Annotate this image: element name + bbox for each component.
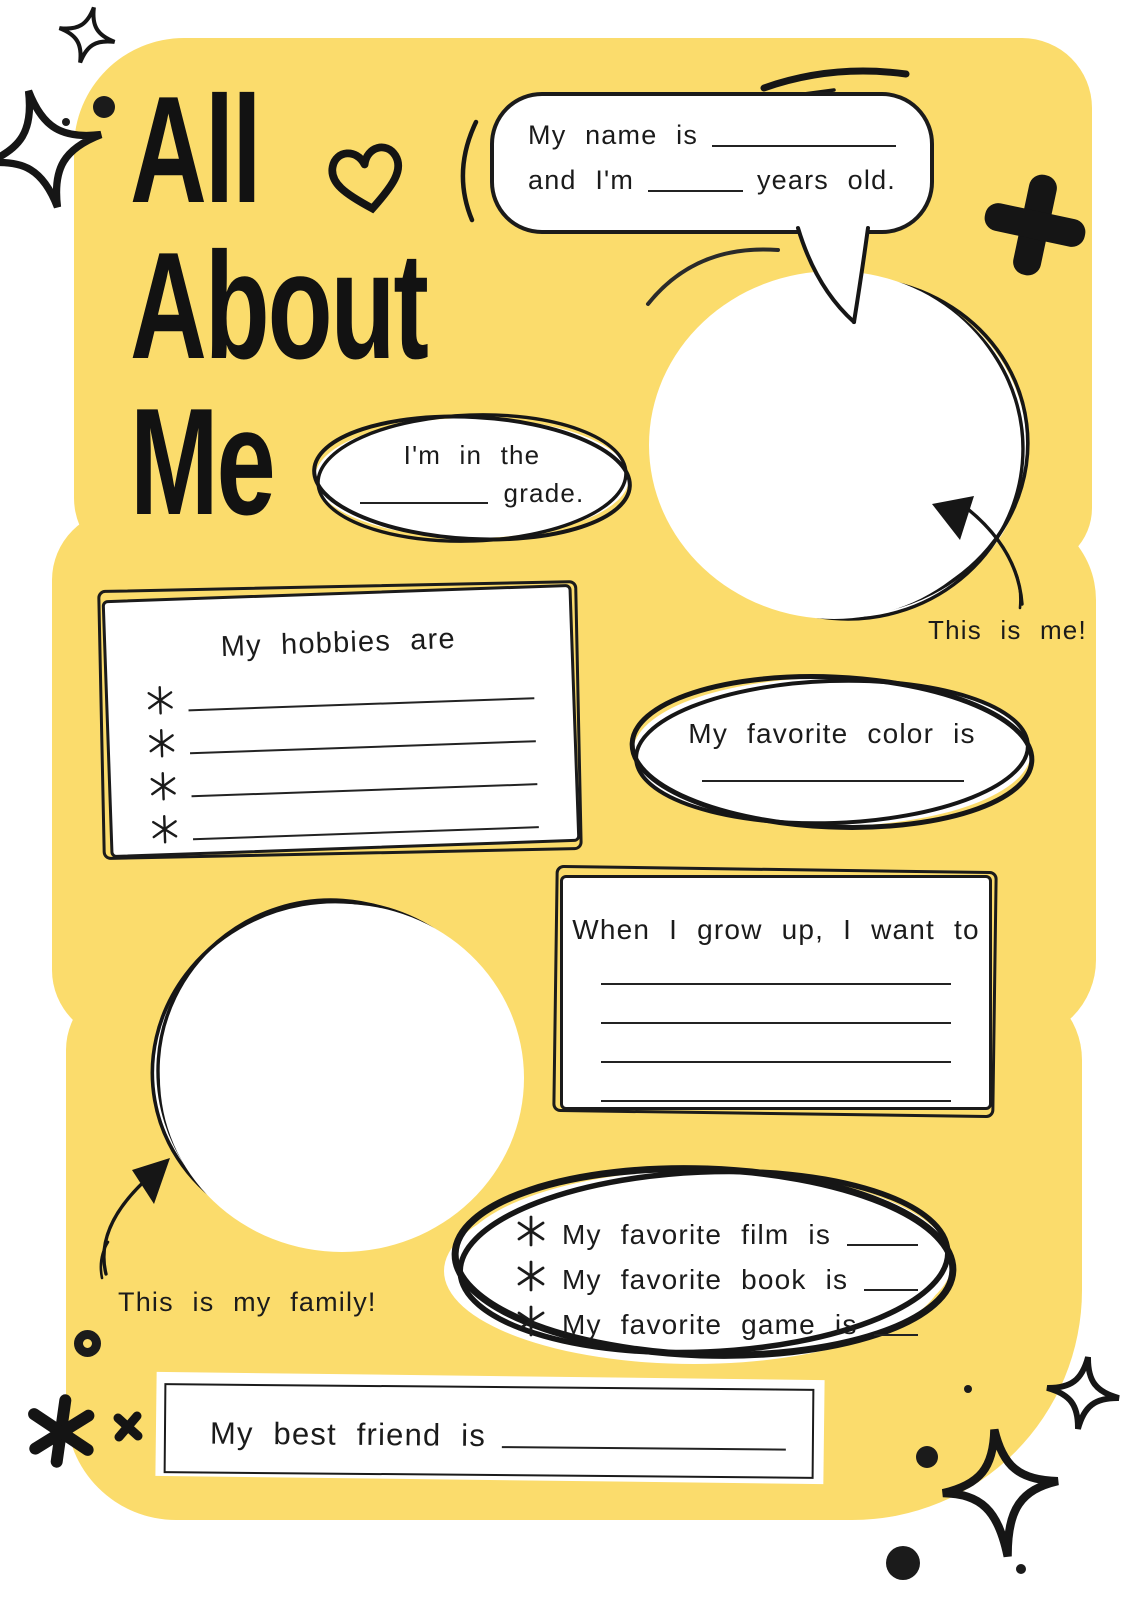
sparkle-icon xyxy=(936,1422,1067,1564)
growup-blank[interactable] xyxy=(601,1024,951,1063)
age-suffix: years old. xyxy=(756,165,896,195)
sparkle-icon xyxy=(1041,1351,1125,1435)
favorite-game-label: My favorite game is xyxy=(562,1309,858,1340)
decor-dot xyxy=(62,118,70,126)
asterisk-bullet-icon xyxy=(516,1215,546,1247)
favorite-color-title: My favorite color is xyxy=(688,718,976,749)
sparkle-icon xyxy=(52,0,122,70)
name-label: My name is xyxy=(528,120,699,150)
best-friend-blank[interactable] xyxy=(502,1446,786,1450)
favorite-color-blank[interactable] xyxy=(702,780,964,782)
ring-icon xyxy=(74,1330,101,1357)
me-caption: This is me! xyxy=(928,615,1087,645)
title-line-1: All xyxy=(130,65,260,235)
best-friend-bar xyxy=(164,1383,815,1479)
heart-icon xyxy=(318,131,417,225)
asterisk-bullet-icon xyxy=(149,771,178,802)
accent-arc-icon xyxy=(644,236,784,310)
growup-title: When I grow up, I want to xyxy=(572,914,980,945)
grade-line-1: I'm in the xyxy=(403,440,541,470)
growup-card xyxy=(560,875,992,1110)
age-prefix: and I'm xyxy=(528,165,635,195)
x-icon xyxy=(112,1410,144,1444)
favorite-film-blank[interactable] xyxy=(847,1244,918,1246)
decor-dot xyxy=(964,1385,972,1393)
age-blank[interactable] xyxy=(648,190,743,192)
decor-dot xyxy=(1016,1564,1026,1574)
favorite-book-blank[interactable] xyxy=(864,1289,918,1291)
title-line-3: Me xyxy=(130,377,274,547)
hobby-blank[interactable] xyxy=(193,826,539,840)
grade-suffix: grade. xyxy=(503,478,585,508)
grade-oval xyxy=(303,410,641,546)
hobbies-title: My hobbies are xyxy=(220,622,457,664)
bubble-tail-icon xyxy=(782,224,882,326)
family-caption: This is my family! xyxy=(118,1287,377,1317)
hobbies-card xyxy=(102,584,581,858)
favorite-game-blank[interactable] xyxy=(874,1334,918,1336)
decor-dot xyxy=(886,1546,920,1580)
favorites-oval xyxy=(446,1162,962,1362)
growup-blank[interactable] xyxy=(601,946,951,985)
me-arrow-icon xyxy=(916,486,1028,614)
favorite-book-label: My favorite book is xyxy=(562,1264,849,1295)
asterisk-bullet-icon xyxy=(516,1260,546,1292)
name-blank[interactable] xyxy=(712,145,896,147)
best-friend-label: My best friend is xyxy=(209,1415,487,1453)
asterisk-bullet-icon xyxy=(150,814,179,845)
bubble-accent-icon xyxy=(446,120,482,224)
title-line-2: About xyxy=(130,221,427,391)
name-age-bubble xyxy=(490,92,934,234)
growup-blank[interactable] xyxy=(601,1063,951,1102)
favorite-color-oval xyxy=(622,668,1042,836)
asterisk-bullet-icon xyxy=(146,685,175,716)
decor-dot xyxy=(916,1446,938,1468)
favorite-film-label: My favorite film is xyxy=(562,1219,832,1250)
decor-dot xyxy=(93,96,115,118)
growup-blank[interactable] xyxy=(601,985,951,1024)
grade-blank[interactable] xyxy=(360,502,488,504)
asterisk-bullet-icon xyxy=(147,728,176,759)
asterisk-icon xyxy=(21,1391,100,1470)
asterisk-bullet-icon xyxy=(516,1305,546,1337)
family-arrow-icon xyxy=(92,1142,196,1284)
